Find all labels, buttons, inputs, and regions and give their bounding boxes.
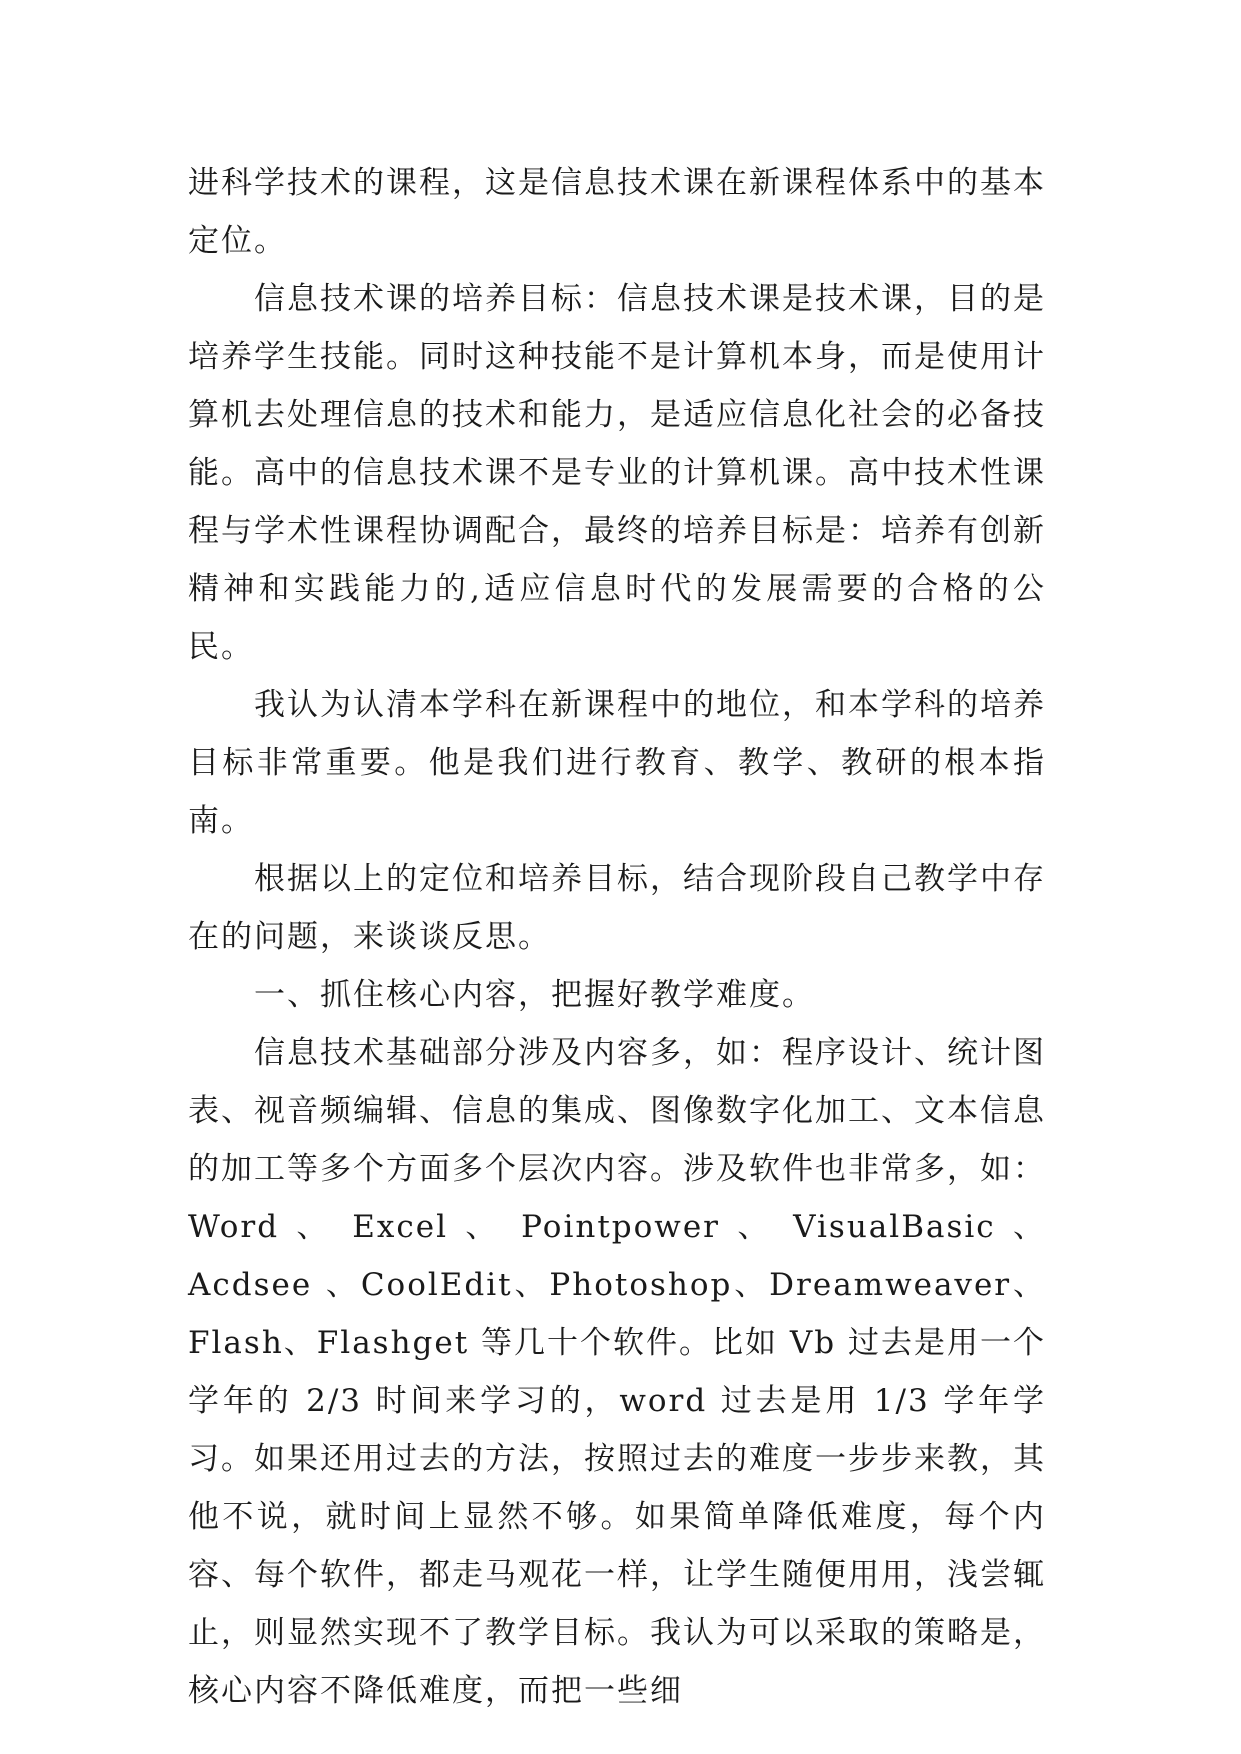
- paragraph-content-scope: 信息技术基础部分涉及内容多，如：程序设计、统计图表、视音频编辑、信息的集成、图像数字化加工、文本信息的加工等多个方面多个层次内容。涉及软件也非常多，如：Word 、 Excel 、 Pointpower 、 VisualBasic 、 Acdsee 、CoolEdit、Photoshop、Dreamweaver、Flash、Flashget 等几十个软件。比如 Vb 过去是用一个学年的 2/3 时间来学习的，word 过去是用 1/3 学年学习。如果还用过去的方法，按照过去的难度一步步来教，其他不说，就时间上显然不够。如果简单降低难度，每个内容、每个软件，都走马观花一样，让学生随便用用，浅尝辄止，则显然实现不了教学目标。我认为可以采取的策略是，核心内容不降低难度，而把一些细: [188, 1035, 1046, 1709]
- paragraph-continuation: 进科学技术的课程，这是信息技术课在新课程体系中的基本定位。: [188, 165, 1046, 259]
- paragraph-importance: 我认为认清本学科在新课程中的地位，和本学科的培养目标非常重要。他是我们进行教育、教学、教研的根本指南。: [188, 687, 1046, 839]
- document-body: [188, 154, 1046, 1720]
- paragraph-training-goal: 信息技术课的培养目标：信息技术课是技术课，目的是培养学生技能。同时这种技能不是计算机本身，而是使用计算机去处理信息的技术和能力，是适应信息化社会的必备技能。高中的信息技术课不是专业的计算机课。高中技术性课程与学术性课程协调配合，最终的培养目标是：培养有创新精神和实践能力的,适应信息时代的发展需要的合格的公民。: [188, 281, 1046, 665]
- paragraph-reflection-intro: 根据以上的定位和培养目标，结合现阶段自己教学中存在的问题，来谈谈反思。: [188, 861, 1046, 955]
- section-heading-one: 一、抓住核心内容，把握好教学难度。: [254, 977, 815, 1013]
